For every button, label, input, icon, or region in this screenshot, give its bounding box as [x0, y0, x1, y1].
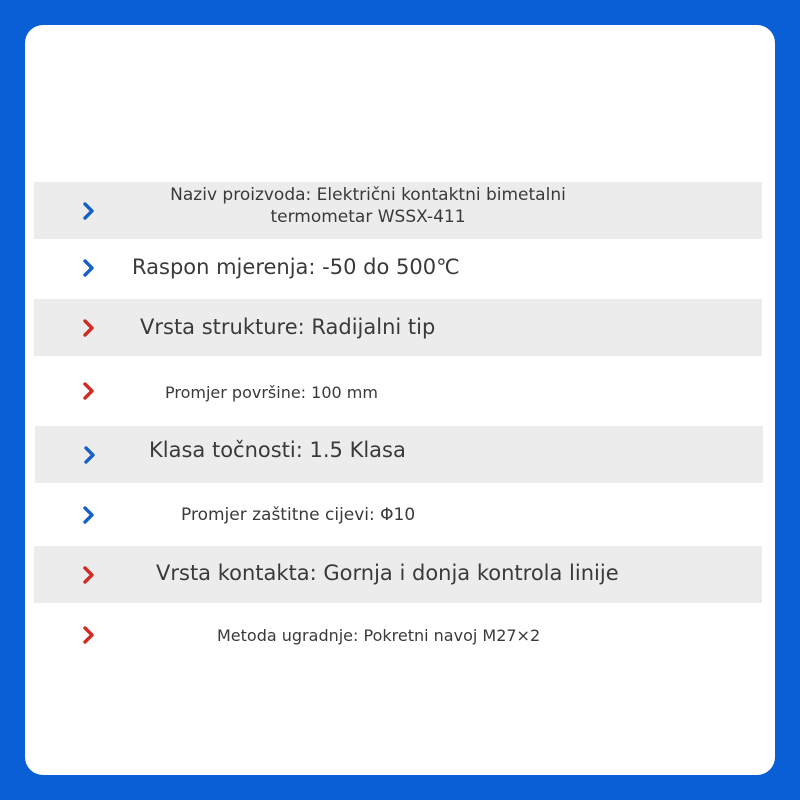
chevron-right-icon — [80, 202, 98, 220]
spec-text: Vrsta strukture: Radijalni tip — [140, 315, 436, 339]
spec-text: Promjer površine: 100 mm — [165, 383, 378, 402]
chevron-right-icon — [80, 566, 98, 584]
spec-row-contact-type — [34, 546, 762, 603]
chevron-right-icon — [80, 382, 98, 400]
spec-row-structure-type — [34, 299, 762, 356]
spec-text: Promjer zaštitne cijevi: Φ10 — [181, 505, 416, 525]
spec-text: Raspon mjerenja: -50 do 500℃ — [132, 255, 460, 279]
spec-row-product-name — [34, 182, 762, 239]
chevron-right-icon — [80, 626, 98, 644]
spec-text: Klasa točnosti: 1.5 Klasa — [149, 438, 406, 462]
spec-text: Metoda ugradnje: Pokretni navoj M27×2 — [217, 626, 541, 645]
spec-row-measuring-range — [34, 239, 762, 296]
chevron-right-icon — [80, 506, 98, 524]
spec-row-protective-tube — [34, 486, 762, 543]
chevron-right-icon — [80, 319, 98, 337]
spec-text: Naziv proizvoda: Električni kontaktni bimetalni termometar WSSX-411 — [170, 185, 566, 227]
spec-row-accuracy-class — [35, 426, 763, 483]
chevron-right-icon — [81, 446, 99, 464]
spec-row-installation-method — [34, 606, 762, 663]
spec-row-surface-diameter — [34, 362, 762, 419]
spec-text: Vrsta kontakta: Gornja i donja kontrola linije — [156, 561, 619, 585]
chevron-right-icon — [80, 259, 98, 277]
